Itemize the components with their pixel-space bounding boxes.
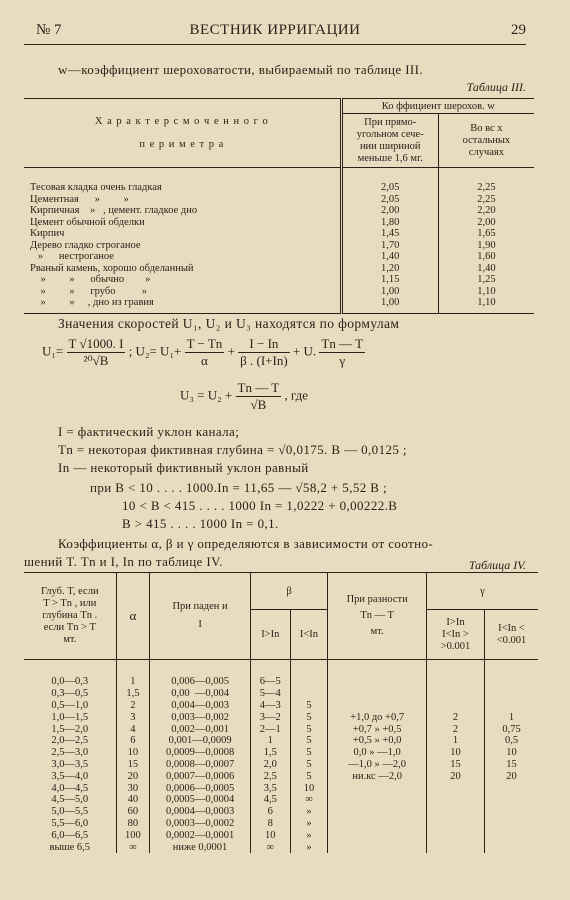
u2-plus: + <box>227 343 235 359</box>
t3-row-rect: 1,70 <box>341 240 438 252</box>
t4-gamma2 <box>485 829 538 841</box>
t4-diff <box>328 676 427 688</box>
t4-beta1: 4,5 <box>250 794 290 806</box>
t4-depth: 1,5—2,0 <box>51 723 89 735</box>
t4-slope: 0,0007—0,0006 <box>150 770 251 782</box>
t4-gamma2 <box>485 794 538 806</box>
t4-h-g2 <box>485 610 538 660</box>
t4-alpha: ∞ <box>116 841 150 853</box>
t4-alpha: 60 <box>116 806 150 818</box>
t4-gamma1: 2 <box>427 711 485 723</box>
t4-beta2: » <box>290 841 328 853</box>
t4-beta2: 5 <box>290 747 328 759</box>
t4-beta2: 10 <box>290 782 328 794</box>
t3-row-name: Кирпич <box>30 228 65 240</box>
table-row <box>24 806 538 818</box>
t4-gamma2: 0,5 <box>485 735 538 747</box>
formula-u1-u2 <box>42 336 365 369</box>
t4-slope: 0,001—0,0009 <box>150 735 251 747</box>
t4-alpha: 20 <box>116 770 150 782</box>
table-row <box>24 735 538 747</box>
page-number: 29 <box>511 22 526 38</box>
t3-row-other: 2,25 <box>438 182 534 194</box>
t4-beta1: 2,5 <box>250 770 290 782</box>
t4-beta2: » <box>290 818 328 830</box>
t4-slope: 0,0003—0,0002 <box>150 818 251 830</box>
t4-alpha: 1 <box>116 676 150 688</box>
t4-gamma1: 20 <box>427 770 485 782</box>
t4-diff: ни.кс —2,0 <box>328 770 427 782</box>
t4-slope: 0,00 —0,004 <box>150 688 251 700</box>
t4-beta1: 1 <box>250 735 290 747</box>
t4-slope: 0,0008—0,0007 <box>150 759 251 771</box>
t4-alpha: 40 <box>116 794 150 806</box>
header-rule <box>24 44 526 45</box>
t4-slope: 0,002—0,001 <box>150 723 251 735</box>
t3-row-rect: 1,40 <box>341 251 438 263</box>
t3-row-other: 1,40 <box>438 263 534 275</box>
table-row <box>24 723 538 735</box>
t4-diff <box>328 782 427 794</box>
t4-beta1: 6—5 <box>250 676 290 688</box>
u2-lhs: ; U₂= U₁+ <box>128 343 182 359</box>
table-row <box>24 818 538 830</box>
t4-alpha: 3 <box>116 711 150 723</box>
t3-row-name: » » , дно из гравия <box>30 297 154 309</box>
table-row <box>24 228 534 240</box>
t4-beta2: 5 <box>290 770 328 782</box>
t4-alpha: 4 <box>116 723 150 735</box>
t3-row-name: » нестроганое <box>30 251 114 263</box>
u3-tail: , где <box>284 387 308 403</box>
t3-col3-header <box>438 114 534 168</box>
t4-beta1: 2,0 <box>250 759 290 771</box>
u2-frac1 <box>185 336 225 369</box>
t4-beta2 <box>290 688 328 700</box>
t3-row-rect: 1,45 <box>341 228 438 240</box>
t3-row-rect: 1,20 <box>341 263 438 275</box>
t4-hd2: глубина Tn . <box>42 610 98 621</box>
t4-beta1: 6 <box>250 806 290 818</box>
t4-gamma1: 2 <box>427 723 485 735</box>
t4-slope: 0,0009—0,0008 <box>150 747 251 759</box>
t3-row-rect: 2,05 <box>341 194 438 206</box>
t4-h-gamma: γ <box>427 573 539 610</box>
t4-hdf0: При разности <box>346 594 408 605</box>
t4-depth: 0,5—1,0 <box>51 699 89 711</box>
journal-title: ВЕСТНИК ИРРИГАЦИИ <box>189 22 361 38</box>
table-row <box>24 274 534 286</box>
t3-row-other: 2,20 <box>438 205 534 217</box>
u1-frac <box>67 336 126 369</box>
t4-beta1: 4—3 <box>250 700 290 712</box>
t4-h-beta: β <box>250 573 327 610</box>
t4-slope: ниже 0,0001 <box>150 841 251 853</box>
t4-slope: 0,0006—0,0005 <box>150 782 251 794</box>
u1-lhs: U₁= <box>42 343 64 359</box>
t4-hg1-0: I>In <box>446 616 465 628</box>
t4-diff: —1,0 » —2,0 <box>328 759 427 771</box>
t4-diff <box>328 700 427 712</box>
t4-gamma1: 1 <box>427 735 485 747</box>
t4-depth: 3,0—3,5 <box>51 758 89 770</box>
table-row <box>24 205 534 217</box>
t4-gamma2 <box>485 818 538 830</box>
t4-gamma1 <box>427 794 485 806</box>
t4-hdf2: мт. <box>370 626 384 637</box>
t3-col2-header <box>341 114 438 168</box>
t3-row-other: 1,10 <box>438 286 534 298</box>
t4-h-beta1: I>In <box>250 610 290 660</box>
t4-depth: 2,5—3,0 <box>51 747 89 759</box>
t4-gamma2 <box>485 841 538 853</box>
table3-caption: Таблица III. <box>466 80 526 94</box>
t4-gamma1 <box>427 818 485 830</box>
t4-beta1: 3,5 <box>250 782 290 794</box>
u2-frac3 <box>319 336 365 369</box>
u2-num3: Tn — T <box>321 336 364 351</box>
t4-hd4: мт. <box>63 634 77 645</box>
t4-depth: выше 6,5 <box>49 841 91 853</box>
u2-den3: γ <box>339 353 346 368</box>
t4-diff <box>328 794 427 806</box>
t4-depth: 1,0—1,5 <box>51 711 89 723</box>
t3-col1-header-line1: Х а р а к т е р с м о ч е н н о г о <box>94 116 269 127</box>
u2-plus2: + U. <box>292 343 317 359</box>
t4-gamma2: 20 <box>485 770 538 782</box>
t4-alpha: 2 <box>116 700 150 712</box>
t4-beta1: 10 <box>250 829 290 841</box>
t3-group-header: Ко ффициент шерохов. w <box>341 99 534 114</box>
u2-den1: α <box>201 353 208 368</box>
t4-beta1: 8 <box>250 818 290 830</box>
u3-den: √B <box>250 397 267 412</box>
t4-depth: 5,0—5,5 <box>51 806 89 818</box>
t4-h-diff <box>328 573 427 660</box>
t4-hdf1: Tn — T <box>360 610 394 621</box>
t3-col2-h2: нии шириной <box>359 140 421 152</box>
t3-row-other: 1,25 <box>438 274 534 286</box>
t4-alpha: 15 <box>116 759 150 771</box>
table-iii <box>24 98 534 314</box>
t4-slope: 0,006—0,005 <box>150 676 251 688</box>
t4-gamma1: 10 <box>427 747 485 759</box>
t4-gamma1 <box>427 829 485 841</box>
t4-gamma2: 0,75 <box>485 723 538 735</box>
t4-beta1: 5—4 <box>250 688 290 700</box>
t4-depth: 4,0—4,5 <box>51 782 89 794</box>
t4-diff <box>328 829 427 841</box>
u2-den2: β . (I+In) <box>240 353 288 368</box>
table-row <box>24 676 538 688</box>
t4-gamma2 <box>485 700 538 712</box>
def-5: 10 < B < 415 . . . . 1000 In = 1,0222 + 0,00222.B <box>122 498 398 513</box>
formula-u3 <box>180 380 308 413</box>
t3-row-other: 1,60 <box>438 251 534 263</box>
coef-line-1: Коэффициенты α, β и γ определяются в зависимости от соотно- <box>58 536 434 551</box>
t4-h-g1 <box>427 610 485 660</box>
t4-gamma1 <box>427 700 485 712</box>
t4-alpha: 6 <box>116 735 150 747</box>
t4-beta2 <box>290 676 328 688</box>
table-iv <box>24 572 538 853</box>
t3-row-rect: 1,15 <box>341 274 438 286</box>
u1-num: T √1000. I <box>68 336 124 351</box>
t4-hg2-1: <0.001 <box>496 634 527 646</box>
table-row <box>24 688 538 700</box>
t4-depth: 0,0—0,3 <box>51 676 89 688</box>
t4-hd3: если Tn > T <box>43 622 96 633</box>
t4-gamma2 <box>485 688 538 700</box>
t4-alpha: 30 <box>116 782 150 794</box>
table-row <box>24 841 538 853</box>
t4-depth: 3,5—4,0 <box>51 770 89 782</box>
t4-hg1-2: >0.001 <box>440 640 471 652</box>
t4-beta2: 5 <box>290 700 328 712</box>
table-row <box>24 182 534 194</box>
t4-gamma2 <box>485 782 538 794</box>
t3-row-name: Дерево гладко строганое <box>30 239 141 251</box>
t4-diff <box>328 688 427 700</box>
t4-depth: 5,5—6,0 <box>51 817 89 829</box>
t4-beta1: ∞ <box>250 841 290 853</box>
table-row <box>24 263 534 275</box>
t3-row-name: Тесовая кладка очень гладкая <box>30 182 162 194</box>
t4-h-slope <box>150 573 251 660</box>
table-row <box>24 217 534 229</box>
t4-h-depth <box>24 573 116 660</box>
t4-gamma2 <box>485 806 538 818</box>
t4-alpha: 10 <box>116 747 150 759</box>
table-row <box>24 194 534 206</box>
t4-gamma2: 10 <box>485 747 538 759</box>
t4-hd0: Глуб. T, если <box>41 586 99 597</box>
t4-gamma1: 15 <box>427 759 485 771</box>
u3-lhs: U₃ = U₂ + <box>180 387 233 403</box>
t3-col2-h3: меньше 1,6 мг. <box>357 152 423 164</box>
t4-beta1: 2—1 <box>250 723 290 735</box>
t3-col3-h1: остальных <box>462 134 511 146</box>
t3-row-rect: 1,00 <box>341 286 438 298</box>
t4-h-alpha: α <box>116 573 150 660</box>
t4-slope: 0,0005—0,0004 <box>150 794 251 806</box>
t4-hs1: I <box>198 619 202 630</box>
table-row <box>24 286 534 298</box>
t4-beta2: ∞ <box>290 794 328 806</box>
t4-gamma1 <box>427 782 485 794</box>
t4-hd1: T > Tn , или <box>43 598 97 609</box>
t4-alpha: 1,5 <box>116 688 150 700</box>
t3-row-other: 1,90 <box>438 240 534 252</box>
t4-depth: 4,5—5,0 <box>51 794 89 806</box>
t3-col1-header <box>24 99 341 168</box>
t3-col3-h0: Во вс х <box>470 122 503 134</box>
intro-text: w—коэффициент шероховатости, выбираемый по таблице III. <box>58 62 424 77</box>
t4-beta1: 3—2 <box>250 711 290 723</box>
t3-row-rect: 2,00 <box>341 205 438 217</box>
table-row <box>24 759 538 771</box>
t4-gamma2: 15 <box>485 759 538 771</box>
t4-hg2-0: I<In < <box>498 622 525 634</box>
t4-gamma2 <box>485 676 538 688</box>
t4-slope: 0,0004—0,0003 <box>150 806 251 818</box>
u1-den: ²⁰√B <box>83 353 109 368</box>
t4-beta2: 5 <box>290 723 328 735</box>
def-1: I = фактический уклон канала; <box>58 424 240 439</box>
t4-diff <box>328 818 427 830</box>
def-2: Tn = некоторая фиктивная глубина = √0,0175. B — 0,0125 ; <box>58 442 407 457</box>
def-3: In — некоторый фиктивный уклон равный <box>58 460 309 475</box>
t3-row-rect: 1,80 <box>341 217 438 229</box>
table-row <box>24 794 538 806</box>
u3-num: Tn — T <box>237 380 280 395</box>
u2-frac2 <box>238 336 290 369</box>
u3-frac <box>236 380 282 413</box>
t3-row-rect: 2,05 <box>341 182 438 194</box>
table-row <box>24 770 538 782</box>
t3-row-other: 1,65 <box>438 228 534 240</box>
t3-row-other: 2,25 <box>438 194 534 206</box>
table4-caption: Таблица IV. <box>468 558 526 572</box>
t4-alpha: 100 <box>116 829 150 841</box>
t3-row-other: 1,10 <box>438 297 534 309</box>
t3-col2-h0: При прямо- <box>364 116 417 128</box>
t3-row-name: Цементная » » <box>30 193 129 205</box>
u2-num1: T − Tn <box>186 336 223 351</box>
t4-slope: 0,003—0,002 <box>150 711 251 723</box>
table-row <box>24 782 538 794</box>
t3-col1-header-line2: п е р и м е т р а <box>139 139 225 150</box>
t3-col2-h1: угольном сече- <box>356 128 424 140</box>
t4-depth: 2,0—2,5 <box>51 735 89 747</box>
t4-gamma1 <box>427 676 485 688</box>
t4-beta2: » <box>290 829 328 841</box>
t4-diff: +0,7 » +0,5 <box>328 723 427 735</box>
t4-diff <box>328 841 427 853</box>
t4-h-beta2: I<In <box>290 610 328 660</box>
u2-num2: I − In <box>238 336 290 353</box>
formulas-intro: Значения скоростей U₁, U₂ и U₃ находятся по формулам <box>58 316 400 331</box>
t4-beta2: 5 <box>290 735 328 747</box>
t4-hg1-1: I<In > <box>442 628 469 640</box>
t4-gamma1 <box>427 688 485 700</box>
table-row <box>24 747 538 759</box>
t4-hs0: При паден и <box>172 601 228 612</box>
t4-diff: +0,5 » +0,0 <box>328 735 427 747</box>
t4-diff: 0,0 » —1,0 <box>328 747 427 759</box>
page-header <box>24 22 526 40</box>
table-row <box>24 240 534 252</box>
t4-depth: 0,3—0,5 <box>51 688 89 700</box>
t3-row-name: Рваный камень, хорошо обделанный <box>30 262 194 274</box>
t4-beta2: 5 <box>290 759 328 771</box>
table-row <box>24 297 534 309</box>
table-row <box>24 700 538 712</box>
t3-col3-h2: случаях <box>468 146 504 158</box>
t4-depth: 6,0—6,5 <box>51 829 89 841</box>
t4-beta2: » <box>290 806 328 818</box>
t4-alpha: 80 <box>116 818 150 830</box>
table-row <box>24 829 538 841</box>
t3-row-name: Кирпичная » , цемент. гладкое дно <box>30 205 198 217</box>
t4-slope: 0,004—0,003 <box>150 700 251 712</box>
t3-row-name: » » обычно » <box>30 274 151 286</box>
t3-row-other: 2,00 <box>438 217 534 229</box>
issue-number: № 7 <box>36 22 62 38</box>
t4-gamma2: 1 <box>485 711 538 723</box>
t4-diff <box>328 806 427 818</box>
t3-row-rect: 1,00 <box>341 297 438 309</box>
t4-slope: 0,0002—0,0001 <box>150 829 251 841</box>
t4-gamma1 <box>427 841 485 853</box>
table-row <box>24 251 534 263</box>
coef-line-2: шений T. Tn и I, In по таблице IV. <box>24 554 223 569</box>
t3-row-name: » » грубо » <box>30 285 147 297</box>
t4-diff: +1,0 до +0,7 <box>328 711 427 723</box>
def-4: при B < 10 . . . . 1000.In = 11,65 — √58,2 + 5,52 B ; <box>90 480 388 495</box>
t4-beta1: 1,5 <box>250 747 290 759</box>
t3-row-name: Цемент обычной обделки <box>30 216 145 228</box>
t4-beta2: 5 <box>290 711 328 723</box>
table-row <box>24 711 538 723</box>
t4-gamma1 <box>427 806 485 818</box>
def-6: B > 415 . . . . 1000 In = 0,1. <box>122 516 279 531</box>
